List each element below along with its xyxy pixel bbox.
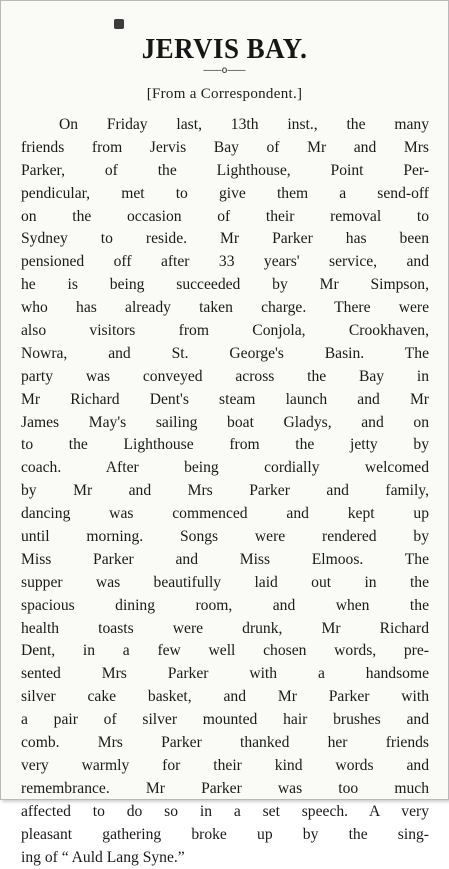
article-line: supper was beautifully laid out in the [21,572,429,595]
article-line: also visitors from Conjola, Crookhaven, [21,320,429,343]
article-line: very warmly for their kind words and [21,755,429,778]
byline: [From a Correspondent.] [1,86,448,103]
article-line: comb. Mrs Parker thanked her friends [21,732,429,755]
title-ornament: ———o——— [1,65,448,76]
article-line: on the occasion of their removal to [21,206,429,229]
article-line: a pair of silver mounted hair brushes and [21,709,429,732]
article-line: ing of “ Auld Lang Syne.” [21,847,429,869]
article-line: friends from Jervis Bay of Mr and Mrs [21,137,429,160]
article-line: dancing was commenced and kept up [21,503,429,526]
article-line: who has already taken charge. There were [21,297,429,320]
article-line: pendicular, met to give them a send-off [21,183,429,206]
article-line: remembrance. Mr Parker was too much [21,778,429,801]
article-line: sented Mrs Parker with a handsome [21,663,429,686]
article-line: Sydney to reside. Mr Parker has been [21,228,429,251]
article-body [21,114,429,869]
article-line: party was conveyed across the Bay in [21,366,429,389]
article-line: Mr Richard Dent's steam launch and Mr [21,389,429,412]
article-line: silver cake basket, and Mr Parker with [21,686,429,709]
article-line: coach. After being cordially welcomed [21,457,429,480]
article-line: Miss Parker and Miss Elmoos. The [21,549,429,572]
article-title: JERVIS BAY. [17,33,433,66]
article-line: James May's sailing boat Gladys, and on [21,412,429,435]
article-line: to the Lighthouse from the jetty by [21,434,429,457]
article-line: health toasts were drunk, Mr Richard [21,618,429,641]
article-line: affected to do so in a set speech. A very [21,801,429,824]
article-line: pensioned off after 33 years' service, and [21,251,429,274]
article-line: On Friday last, 13th inst., the many [21,114,429,137]
article-line: Nowra, and St. George's Basin. The [21,343,429,366]
article-line: he is being succeeded by Mr Simpson, [21,274,429,297]
ink-speck [114,19,124,29]
article-line: Parker, of the Lighthouse, Point Per- [21,160,429,183]
article-line: by Mr and Mrs Parker and family, [21,480,429,503]
article-line: Dent, in a few well chosen words, pre- [21,640,429,663]
article-line: spacious dining room, and when the [21,595,429,618]
article-line: pleasant gathering broke up by the sing- [21,824,429,847]
article-line: until morning. Songs were rendered by [21,526,429,549]
